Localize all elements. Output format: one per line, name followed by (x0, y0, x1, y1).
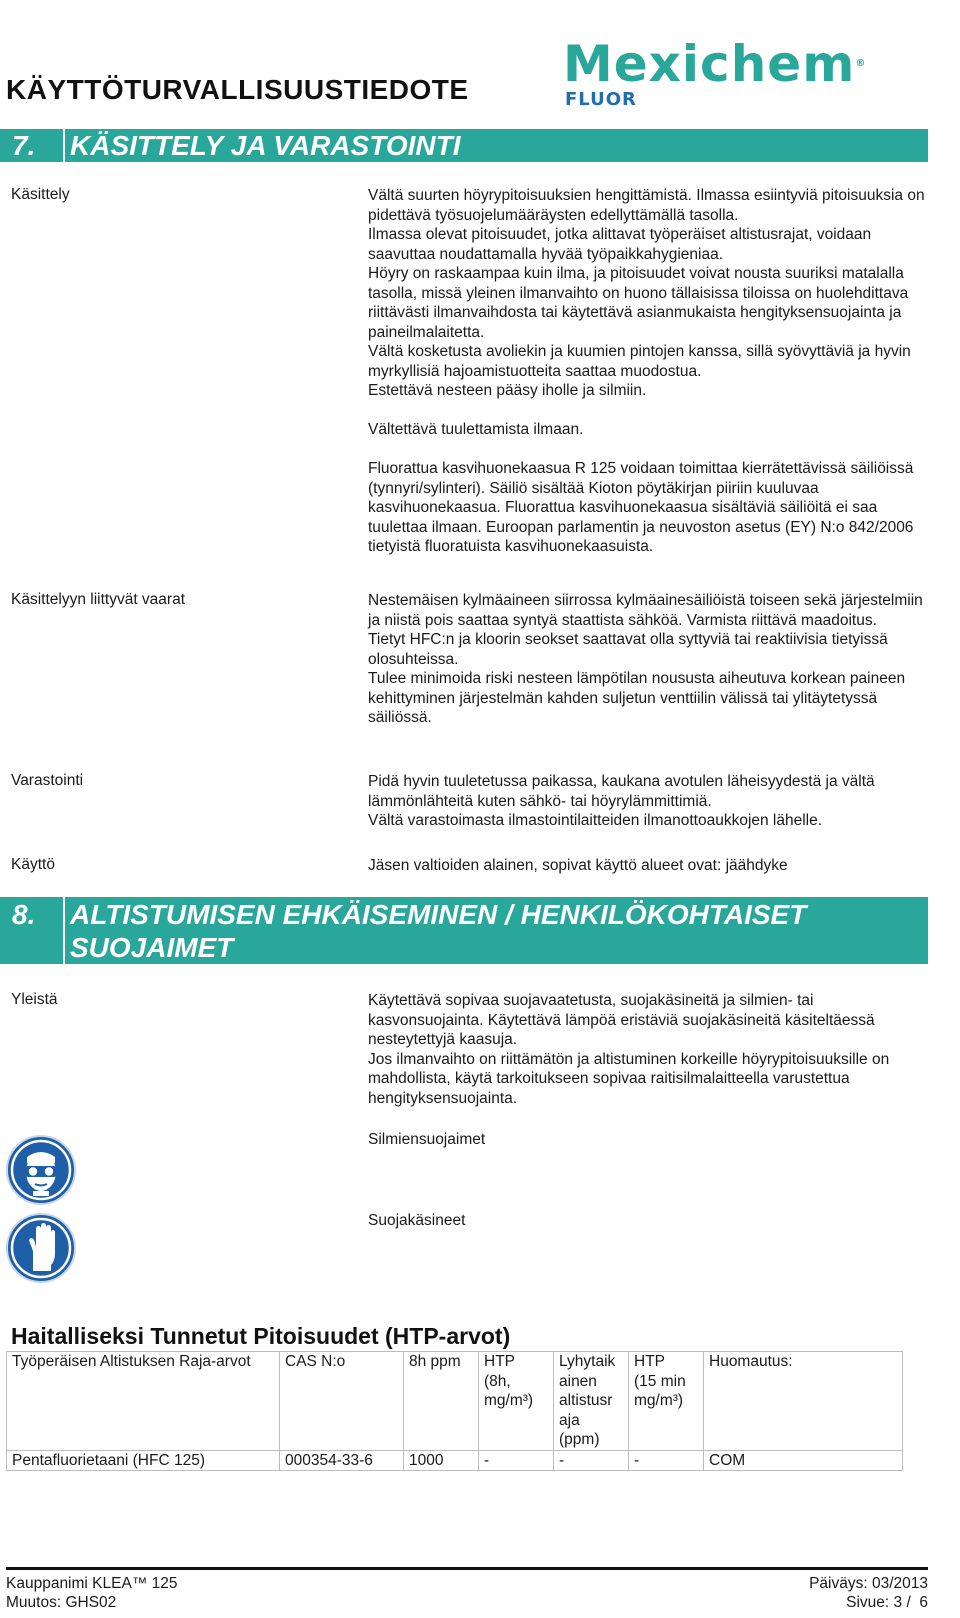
section-8-header (0, 897, 928, 964)
paragraph: Jäsen valtioiden alainen, sopivat käyttö alueet ovat: jäähdyke (368, 857, 788, 874)
handling-hazards-label: Käsittelyyn liittyvät vaarat (11, 591, 186, 608)
paragraph: Nestemäisen kylmäaineen siirrossa kylmäainesäiliöistä toiseen sekä järjestelmiin ja niistä pois saattaa syntyä staattista sähköä. Varmista riittävä maadoitus. (368, 592, 923, 629)
table-header-cell: Huomautus: (704, 1352, 903, 1451)
paragraph: Ilmassa olevat pitoisuudet, jotka alittavat työperäiset altistusrajat, voidaan saavuttaa noudattamalla hyvää työpaikkahygieniaa. (368, 226, 872, 263)
gloves-label: Suojakäsineet (368, 1212, 466, 1229)
table-header-cell: 8h ppm (404, 1352, 479, 1451)
htp-title: Haitalliseksi Tunnetut Pitoisuudet (HTP-arvot) (11, 1323, 511, 1349)
footer-revision: Muutos: GHS02 (6, 1594, 117, 1611)
use-text (368, 856, 928, 876)
table-cell: - (629, 1450, 704, 1471)
footer-date: Päiväys: 03/2013 (809, 1575, 928, 1592)
paragraph: Estettävä nesteen pääsy iholle ja silmiin. (368, 382, 647, 399)
section-8-title-line: SUOJAIMET (70, 932, 234, 963)
storage-label: Varastointi (11, 772, 84, 789)
paragraph: Fluorattua kasvihuonekaasua R 125 voidaan toimittaa kierrätettävissä säiliöissä (tynnyri/sylinteri). Säiliö sisältää Kioton pöytäkirjan piiriin kuuluvaa kasvihuonekaasua. Fluorattua kasvihuonekaasua sisältäviä säiliöitä ei saa tuulettaa ilmaan. Euroopan parlamentin ja neuvoston asetus (EY) N:o 842/2006 tietyistä fluoratuista kasvihuonekaasuista. (368, 460, 914, 555)
storage-text (368, 772, 928, 831)
company-logo (563, 35, 923, 110)
table-cell: 1000 (404, 1450, 479, 1471)
document-title: KÄYTTÖTURVALLISUUSTIEDOTE (6, 74, 469, 105)
paragraph: Jos ilmanvaihto on riittämätön ja altistuminen korkeille höyrypitoisuuksille on mahdollista, käytä tarkoitukseen sopivaa raitisilmalaitteella varustettua hengityksensuojainta. (368, 1050, 890, 1107)
eye-protection-label: Silmiensuojaimet (368, 1131, 486, 1148)
table-header-cell: Työperäisen Altistuksen Raja-arvot (7, 1352, 280, 1451)
footer-divider (6, 1567, 928, 1570)
paragraph: Käytettävä sopivaa suojavaatetusta, suojakäsineitä ja silmien- tai kasvonsuojainta. Käytettävä lämpöä eristäviä suojakäsineitä käsiteltäessä nesteytettyjä kaasuja. (368, 992, 875, 1048)
paragraph: Tulee minimoida riski nesteen lämpötilan noususta aiheutuva korkean paineen kehittyminen järjestelmän kahden suljetun venttiilin välissä tai ylitäytetyssä säiliössä. (368, 670, 906, 726)
handling-hazards-text (368, 591, 928, 728)
footer-page: Sivue: 3 / 6 (846, 1594, 928, 1611)
section-8-title (70, 898, 806, 964)
handling-label: Käsittely (11, 186, 70, 203)
handling-text (368, 186, 928, 557)
htp-table (6, 1351, 903, 1471)
paragraph: Pidä hyvin tuuletetussa paikassa, kaukana avotulen läheisyydestä ja vältä lämmönlähteitä kuten sähkö- tai höyrylämmittimiä. (368, 773, 875, 810)
table-cell: 000354-33-6 (280, 1450, 404, 1471)
paragraph: Vältä varastoimasta ilmastointilaitteiden ilmanottoaukkojen lähelle. (368, 812, 823, 829)
paragraph: Vältettävä tuulettamista ilmaan. (368, 421, 584, 438)
logo-subtitle: FLUOR (565, 89, 637, 110)
use-label: Käyttö (11, 856, 55, 873)
protective-gloves-icon (6, 1213, 76, 1283)
table-cell: - (479, 1450, 554, 1471)
table-header-cell: Lyhytaik ainen altistusr aja (ppm) (554, 1352, 629, 1451)
section-7-header (0, 129, 928, 162)
table-row (7, 1450, 903, 1471)
table-header-cell: HTP (8h, mg/m³) (479, 1352, 554, 1451)
section-8-title-line: ALTISTUMISEN EHKÄISEMINEN / HENKILÖKOHTAISET (70, 899, 807, 930)
section-7-title: KÄSITTELY JA VARASTOINTI (70, 130, 461, 161)
logo-registered-mark: ® (855, 58, 867, 69)
paragraph: Tietyt HFC:n ja kloorin seokset saattavat olla syttyviä tai reaktiivisia tietyissä olosuhteissa. (368, 631, 888, 668)
section-7-number: 7. (12, 130, 36, 161)
paragraph: Höyry on raskaampaa kuin ilma, ja pitoisuudet voivat nousta suuriksi matalalla tasolla, missä yleinen ilmanvaihto on huono tällaisissa tiloissa on huolehdittava riittävästi ilmanvaihdosta tai käytettävä asianmukaista hengityksensuojainta ja paineilmalaitetta. (368, 265, 909, 341)
table-header-cell: HTP (15 min mg/m³) (629, 1352, 704, 1451)
paragraph: Vältä suurten höyrypitoisuuksien hengittämistä. Ilmassa esiintyviä pitoisuuksia on pidettävä työsuojelumääräysten edellyttämällä tasolla. (368, 187, 925, 224)
logo-name: Mexichem (563, 35, 856, 93)
section-8-number: 8. (12, 899, 36, 930)
table-header-row (7, 1352, 903, 1451)
table-cell: Pentafluorietaani (HFC 125) (7, 1450, 280, 1471)
table-header-cell: CAS N:o (280, 1352, 404, 1451)
eye-protection-icon (6, 1135, 76, 1205)
table-cell: - (554, 1450, 629, 1471)
paragraph: Vältä kosketusta avoliekin ja kuumien pintojen kanssa, sillä syövyttäviä ja hyvin myrkyllisiä hajoamistuotteita saattaa muodostua. (368, 343, 911, 380)
general-text (368, 991, 928, 1108)
general-label: Yleistä (11, 991, 58, 1008)
footer-product: Kauppanimi KLEA™ 125 (6, 1575, 178, 1592)
table-cell: COM (704, 1450, 903, 1471)
